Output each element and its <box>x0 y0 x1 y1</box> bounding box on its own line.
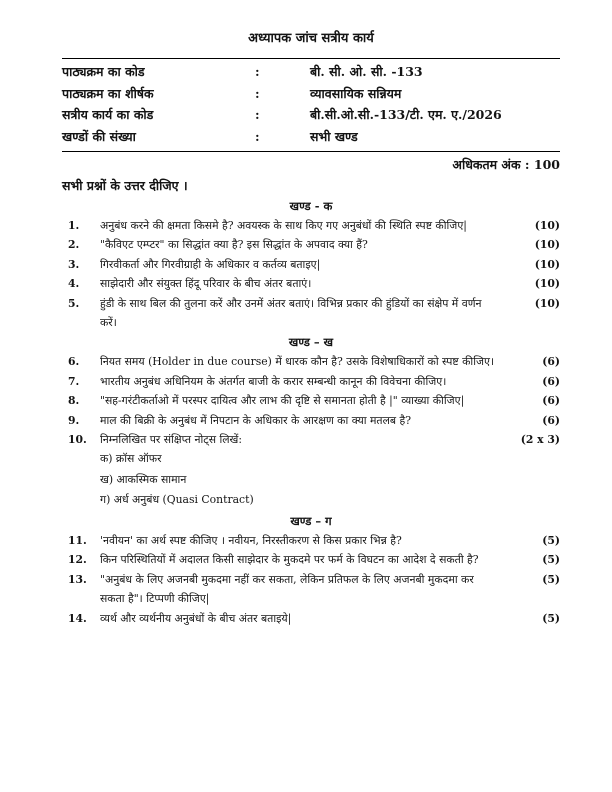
question-text: अनुबंध करने की क्षमता किसमे है? अवयस्क के साथ किए गए अनुबंधों की स्थिति स्पष्ट कीजिए| <box>100 219 467 232</box>
colon-separator: : <box>255 107 260 122</box>
question-row <box>62 352 560 371</box>
course-info-value: सभी खण्ड <box>310 128 358 144</box>
question-subitem: क) क्रॉस ऑफर <box>100 452 162 466</box>
question-number: 8. <box>68 394 80 408</box>
course-info-row <box>62 61 560 83</box>
question-text: 'नवीयन' का अर्थ स्पष्ट कीजिए । नवीयन, निरस्तीकरण से किस प्रकार भिन्न है? <box>100 533 402 547</box>
course-info-label: पाठ्यक्रम का कोड <box>62 64 145 79</box>
question-row <box>62 531 560 550</box>
question-row <box>62 550 560 569</box>
question-row <box>62 391 560 410</box>
instruction-text: सभी प्रश्नों के उत्तर दीजिए । <box>62 178 188 193</box>
question-number: 4. <box>68 277 80 291</box>
question-text: "अनुबंध के लिए अजनबी मुकदमा नहीं कर सकता, लेकिन प्रतिफल के लिए अजनबी मुकदमा कर सकता है"। टिप्पणी कीजिए| <box>100 572 474 606</box>
question-number: 13. <box>68 572 87 586</box>
question-marks: (5) <box>542 572 560 586</box>
question-number: 7. <box>68 374 80 388</box>
question-marks: (2 x 3) <box>520 433 560 447</box>
question-row <box>62 235 560 254</box>
question-marks: (5) <box>542 553 560 567</box>
question-text: भारतीय अनुबंध अधिनियम के अंतर्गत बाजी के करार सम्बन्धी कानून की विवेचना कीजिए। <box>100 374 447 388</box>
question-row <box>62 570 560 609</box>
question-text: "कैविएट एम्प्टर" का सिद्धांत क्या है? इस सिद्धांत के अपवाद क्या हैं? <box>100 238 368 252</box>
course-info-value: व्यावसायिक सन्नियम <box>310 85 402 101</box>
question-marks: (6) <box>542 413 560 427</box>
question-marks: (10) <box>534 296 560 310</box>
question-marks: (6) <box>542 374 560 388</box>
question-marks: (5) <box>542 611 560 625</box>
sections <box>62 198 560 628</box>
question-row <box>62 216 560 235</box>
question-number: 10. <box>68 433 87 447</box>
question-text: "सह-गरंटीकर्ताओ में परस्पर दायित्व और लाभ की दृष्टि से समानता होती है |" व्याख्या कीजिए| <box>100 394 465 408</box>
question-number: 6. <box>68 355 80 369</box>
course-info-table <box>62 58 560 152</box>
question-marks: (5) <box>542 533 560 547</box>
course-info-label: सत्रीय कार्य का कोड <box>62 107 154 122</box>
question-row <box>62 255 560 274</box>
question-row <box>62 294 560 333</box>
question-marks: (10) <box>534 277 560 291</box>
question-text: नियत समय (Holder in due course) में धारक कौन है? उसके विशेषाधिकारों को स्पष्ट कीजिए। <box>100 355 495 369</box>
question-number: 11. <box>68 533 87 547</box>
question-marks: (6) <box>542 355 560 369</box>
question-marks: (10) <box>534 257 560 271</box>
question-text: हुंडी के साथ बिल की तुलना करें और उनमें अंतर बताएं। विभिन्न प्रकार की हुंडियों का संक्षेप में वर्णन करें। <box>100 296 482 330</box>
question-number: 3. <box>68 257 80 271</box>
question-marks: (10) <box>534 219 560 232</box>
question-number: 9. <box>68 413 80 427</box>
question-number: 12. <box>68 553 87 567</box>
colon-separator: : <box>255 128 260 144</box>
question-number: 1. <box>68 219 80 232</box>
question-subitem: ख) आकस्मिक सामान <box>100 472 187 486</box>
question-marks: (6) <box>542 394 560 408</box>
question-row <box>62 411 560 430</box>
section-heading: खण्ड – ग <box>290 513 332 528</box>
page-title: अध्यापक जांच सत्रीय कार्य <box>248 31 374 46</box>
colon-separator: : <box>255 64 260 79</box>
colon-separator: : <box>255 85 260 101</box>
question-row <box>62 372 560 391</box>
question-subitem: ग) अर्ध अनुबंध (Quasi Contract) <box>100 493 254 507</box>
question-row <box>62 609 560 628</box>
course-info-label: पाठ्यक्रम का शीर्षक <box>62 85 154 101</box>
course-info-label: खण्डों की संख्या <box>62 128 136 144</box>
course-info-value: बी. सी. ओ. सी. -133 <box>310 64 423 79</box>
question-text: निम्नलिखित पर संक्षिप्त नोट्स लिखें: <box>100 433 243 447</box>
question-row <box>62 274 560 293</box>
course-info-value: बी.सी.ओ.सी.-133/टी. एम. ए./2026 <box>310 107 502 122</box>
course-info-row <box>62 104 560 126</box>
section-heading: खण्ड – ख <box>288 335 334 350</box>
section-heading: खण्ड - क <box>289 199 333 213</box>
question-text: साझेदारी और संयुक्त हिंदू परिवार के बीच अंतर बताएं। <box>100 277 312 291</box>
question-number: 14. <box>68 611 87 625</box>
question-text: माल की बिक्री के अनुबंध में निपटान के अधिकार के आरक्षण का क्या मतलब है? <box>100 413 412 427</box>
question-marks: (10) <box>534 238 560 252</box>
question-number: 2. <box>68 238 80 252</box>
course-info-row <box>62 126 560 148</box>
max-marks-label: अधिकतम अंक : 100 <box>452 157 560 172</box>
question-text: व्यर्थ और व्यर्थनीय अनुबंधों के बीच अंतर बताइये| <box>100 611 292 625</box>
question-text: गिरवीकर्ता और गिरवीग्राही के अधिकार व कर्तव्य बताइए| <box>100 257 321 271</box>
question-number: 5. <box>68 296 80 310</box>
question-text: किन परिस्थितियों में अदालत किसी साझेदार के मुकदमे पर फर्म के विघटन का आदेश दे सकती है? <box>100 553 479 567</box>
question-row <box>62 430 560 449</box>
course-info-row <box>62 83 560 105</box>
